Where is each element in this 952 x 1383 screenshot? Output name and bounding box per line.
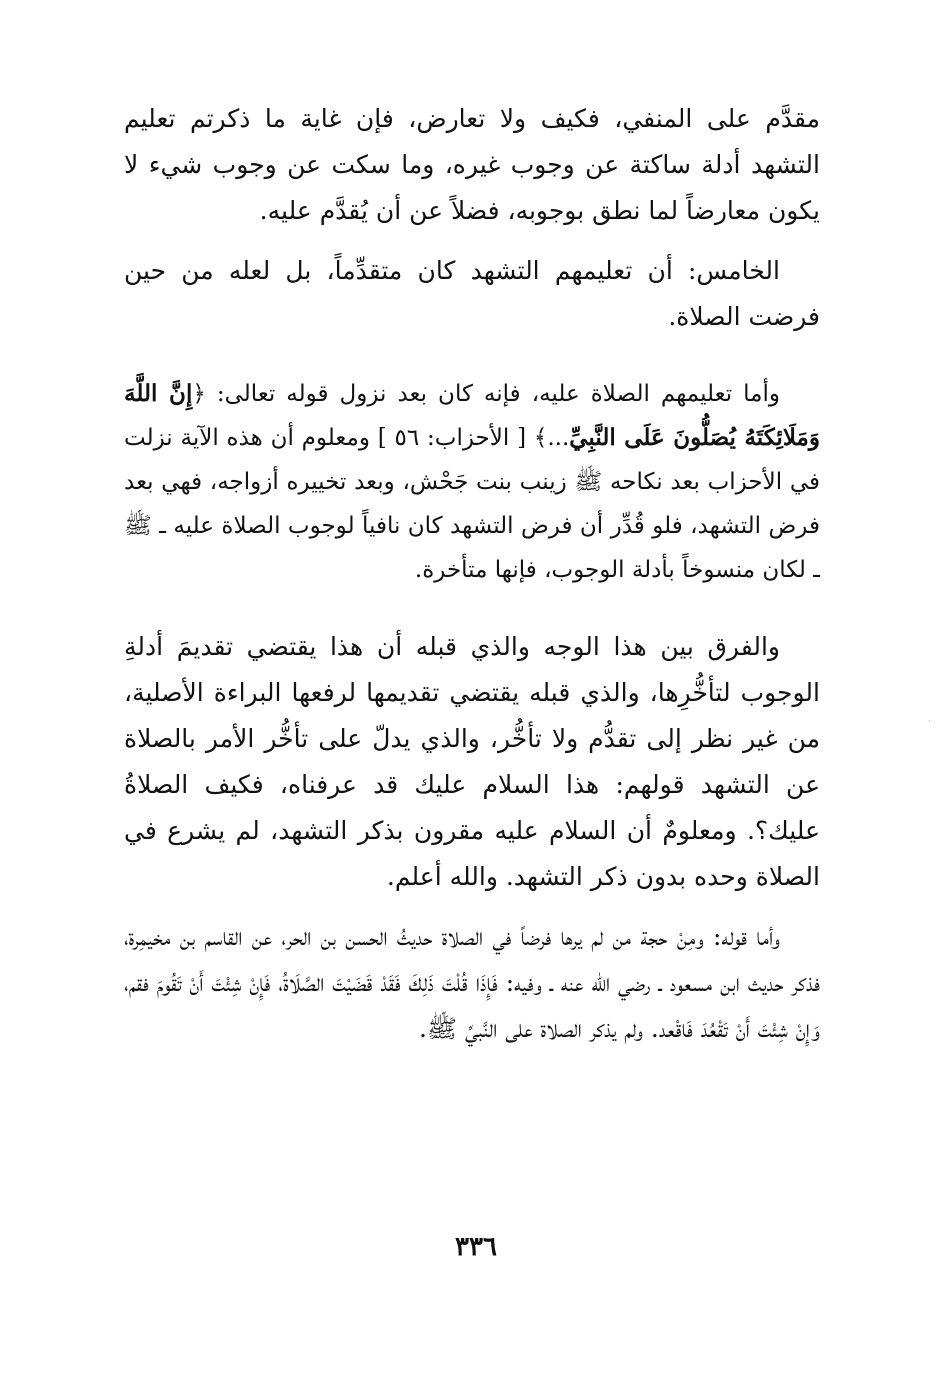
quran-verse: إِنَّ اللَّهَ وَمَلَائِكَتَهُ يُصَلُّونَ عَلَى النَّبِيِّ — [124, 380, 820, 451]
paragraph-1: مقدَّم على المنفي، فكيف ولا تعارض، فإن غاية ما ذكرتم تعليم التشهد أدلة ساكتة عن وجوب غيره، وما سكت عن وجوب شيء لا يكون معارضاً لما نطق بوجوبه، فضلاً عن أن يُقدَّم عليه. — [124, 104, 820, 225]
paragraph-3-intro: وأما تعليمهم الصلاة عليه، فإنه كان بعد نزول قوله تعالى: ﴿ — [192, 381, 780, 407]
page-number: ٣٣٦ — [455, 1232, 497, 1262]
scan-speck — [929, 720, 930, 721]
paragraph-gap — [124, 900, 820, 914]
paragraph-5: وأما قوله: ومِنْ حجة من لم يرها فرضاً في الصلاة حديثُ الحسن بن الحر، عن القاسم بن مخيمِرة، فذكر حديث ابن مسعود ـ رضي الله عنه ـ وفيه: فَإِذَا قُلْتَ ذَلِكَ فَقَدْ قَضَيْتَ الصَّلَاةُ، فَإِنْ شِئْتَ أَنْ تَقُومَ فقم، وَإِنْ شِئْتَ أَنْ تَقْعُدَ فَاقْعد. ولم يذكر الصلاة على النَّبيِّ ﷺ. — [124, 922, 820, 1043]
paragraph-4: والفرق بين هذا الوجه والذي قبله أن هذا يقتضي تقديمَ أدلةِ الوجوب لتأخُّرِها، والذي قبله يقتضي تقديمها لرفعها البراءة الأصلية، من غير نظر إلى تقدُّم ولا تأخُّر، والذي يدلّ على تأخُّر الأمر بالصلاة عن التشهد قولهم: هذا السلام عليك قد عرفناه، فكيف الصلاةُ عليك؟. ومعلومٌ أن السلام عليه مقرون بذكر التشهد، لم يشرع في الصلاة وحده بدون ذكر التشهد. والله أعلم. — [124, 632, 820, 891]
paragraph-gap — [124, 234, 820, 248]
paragraph-gap — [124, 592, 820, 624]
paragraph-2: الخامس: أن تعليمهم التشهد كان متقدِّماً، بل لعله من حين فرضت الصلاة. — [124, 256, 820, 331]
paragraph-gap — [124, 340, 820, 372]
body-text — [124, 96, 820, 1052]
paragraph-3 — [124, 372, 820, 592]
paragraph-3-body: ...﴾ [ الأحزاب: ٥٦ ] ومعلوم أن هذه الآية نزلت في الأحزاب بعد نكاحه ﷺ زينب بنت جَحْش، وبعد تخييره أزواجه، فهي بعد فرض التشهد، فلو قُدِّر أن فرض التشهد كان نافياً لوجوب الصلاة عليه ـ ﷺ ـ لكان منسوخاً بأدلة الوجوب، فإنها متأخرة. — [124, 425, 820, 583]
